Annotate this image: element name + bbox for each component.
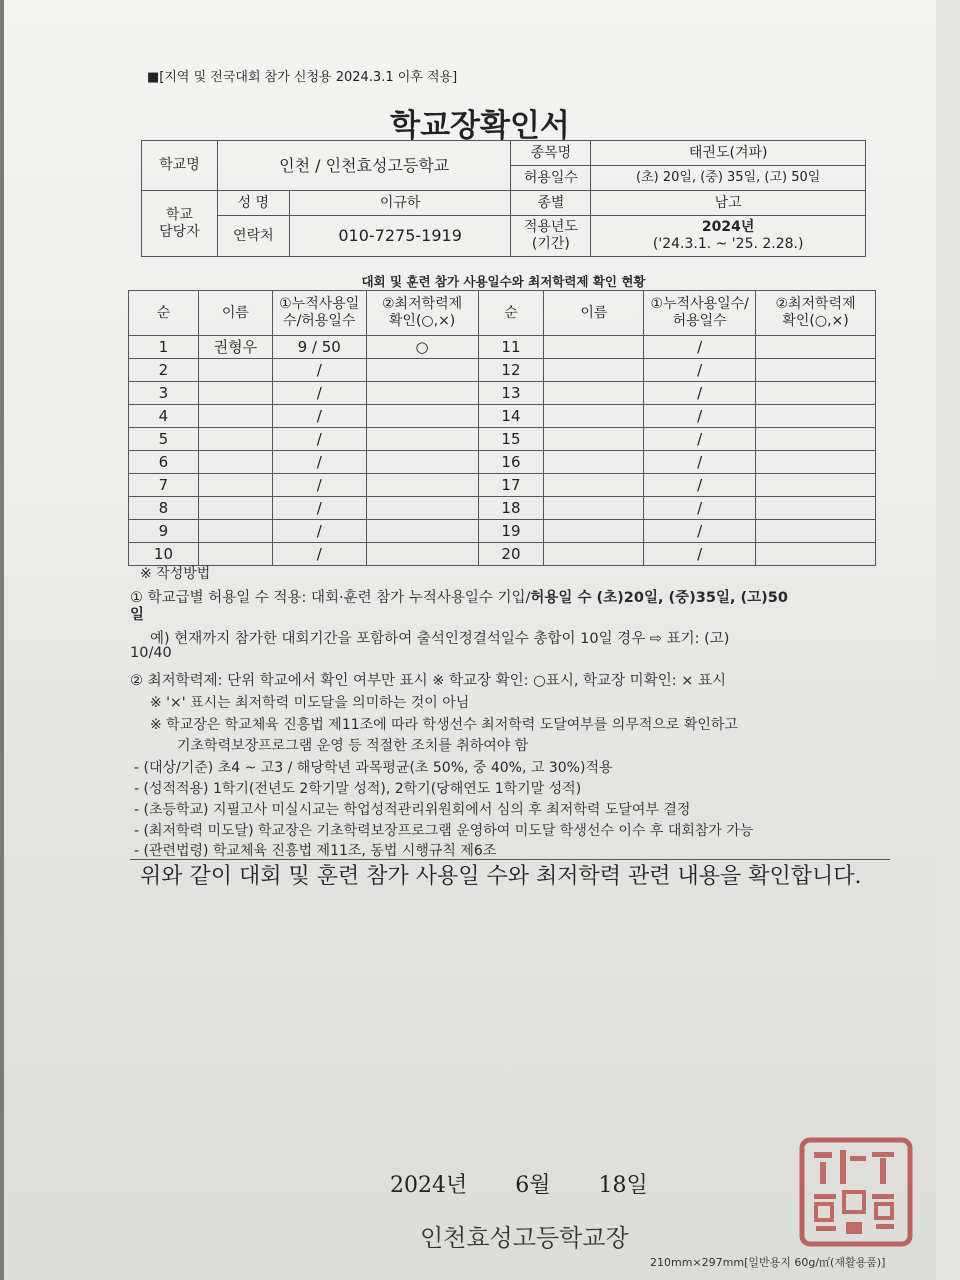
row-used-days-right: / xyxy=(644,451,756,474)
row-no-right: 19 xyxy=(478,520,544,543)
name-label: 성 명 xyxy=(217,191,289,216)
row-name-right xyxy=(544,405,644,428)
row-used-days-right: / xyxy=(644,520,756,543)
row-academic-check xyxy=(366,474,478,497)
header-days: ①누적사용일 수/허용일수 xyxy=(272,291,366,336)
row-used-days: / xyxy=(272,359,366,382)
allowed-days-value: (초) 20일, (중) 35일, (고) 50일 xyxy=(591,166,866,191)
header-no-right: 순 xyxy=(478,291,544,336)
table-header-row xyxy=(129,291,876,336)
row-academic-check-right xyxy=(756,428,876,451)
paper-spec-footer: 210mm×297mm[일반용지 60g/㎡(재활용품)] xyxy=(650,1256,886,1269)
notes-heading: ※ 작성방법 xyxy=(140,566,211,582)
row-used-days-right: / xyxy=(644,543,756,566)
confirmation-statement: 위와 같이 대회 및 훈련 참가 사용일 수와 최저학력 관련 내용을 확인합니다. xyxy=(140,864,862,889)
row-name xyxy=(198,428,272,451)
header-no: 순 xyxy=(129,291,199,336)
table-row xyxy=(129,497,876,520)
row-academic-check-right xyxy=(756,359,876,382)
header-name: 이름 xyxy=(198,291,272,336)
row-academic-check xyxy=(366,451,478,474)
header-academic-right: ②최저학력제 확인(○,×) xyxy=(756,291,876,336)
row-academic-check-right xyxy=(756,497,876,520)
year-label: 적용년도 (기간) xyxy=(511,216,591,257)
row-no: 4 xyxy=(129,405,199,428)
row-no: 10 xyxy=(129,543,199,566)
row-academic-check xyxy=(366,405,478,428)
row-name xyxy=(198,451,272,474)
row-no: 1 xyxy=(129,336,199,359)
table-title: 대회 및 훈련 참가 사용일수와 최저학력제 확인 현황 xyxy=(361,274,646,289)
table-row xyxy=(129,336,876,359)
sport-label: 종목명 xyxy=(511,141,591,166)
row-no: 9 xyxy=(129,520,199,543)
row-name-right xyxy=(544,359,644,382)
row-academic-check-right xyxy=(756,336,876,359)
row-no-right: 14 xyxy=(478,405,544,428)
row-used-days-right: / xyxy=(644,405,756,428)
note-detail-4: - (최저학력 미도달) 학교장은 기초학력보장프로그램 운영하여 미도달 학생선수 이수 후 대회참가 가능 xyxy=(134,823,754,839)
note-2-sub-2: ※ 학교장은 학교체육 진흥법 제11조에 따라 학생선수 최저학력 도달여부를 의무적으로 확인하고 xyxy=(150,717,738,733)
note-2-sub-2-cont: 기초학력보장프로그램 운영 등 적절한 조치를 취하여야 함 xyxy=(177,738,529,754)
row-no-right: 16 xyxy=(478,451,544,474)
table-row xyxy=(129,474,876,497)
row-no-right: 15 xyxy=(478,428,544,451)
row-academic-check-right xyxy=(756,382,876,405)
row-name xyxy=(198,520,272,543)
document-title: 학교장확인서 xyxy=(390,108,570,144)
row-academic-check xyxy=(366,382,478,405)
table-row xyxy=(129,382,876,405)
info-table xyxy=(141,140,866,257)
row-used-days: 9 / 50 xyxy=(272,336,366,359)
issue-date: 2024년 6월 18일 xyxy=(390,1173,648,1198)
row-used-days-right: / xyxy=(644,382,756,405)
row-name-right xyxy=(544,451,644,474)
row-used-days-right: / xyxy=(644,359,756,382)
row-name: 권형우 xyxy=(198,336,272,359)
note-2: ② 최저학력제: 단위 학교에서 확인 여부만 표시 ※ 학교장 확인: ○표시, 학교장 미확인: × 표시 xyxy=(130,673,726,689)
category-value: 남고 xyxy=(591,191,866,216)
contact-label: 연락처 xyxy=(217,216,289,257)
name-value: 이규하 xyxy=(289,191,511,216)
row-name xyxy=(198,405,272,428)
row-name-right xyxy=(544,336,644,359)
row-name-right xyxy=(544,497,644,520)
header-note: ■[지역 및 전국대회 참가 신청용 2024.3.1 이후 적용] xyxy=(147,70,458,85)
row-no: 5 xyxy=(129,428,199,451)
row-name xyxy=(198,474,272,497)
row-used-days-right: / xyxy=(644,474,756,497)
row-used-days: / xyxy=(272,543,366,566)
note-2-sub-1: ※ '×' 표시는 최저학력 미도달을 의미하는 것이 아님 xyxy=(150,695,470,711)
table-row xyxy=(129,359,876,382)
note-1-example: 예) 현재까지 참가한 대회기간을 포함하여 출석인정결석일수 총합이 10일 경우 ⇨ 표기: (고) xyxy=(150,631,730,647)
header-name-right: 이름 xyxy=(544,291,644,336)
table-row xyxy=(129,405,876,428)
header-academic: ②최저학력제 확인(○,×) xyxy=(366,291,478,336)
participation-table xyxy=(128,290,876,566)
row-no: 3 xyxy=(129,382,199,405)
row-used-days: / xyxy=(272,428,366,451)
category-label: 종별 xyxy=(511,191,591,216)
official-seal xyxy=(796,1132,916,1252)
row-academic-check-right xyxy=(756,451,876,474)
manager-label: 학교 담당자 xyxy=(142,191,218,257)
row-name-right xyxy=(544,520,644,543)
row-no-right: 17 xyxy=(478,474,544,497)
row-academic-check xyxy=(366,428,478,451)
note-detail-3: - (초등학교) 지필고사 미실시교는 학업성적관리위원회에서 심의 후 최저학력 도달여부 결정 xyxy=(134,802,691,818)
row-no-right: 18 xyxy=(478,497,544,520)
row-used-days: / xyxy=(272,497,366,520)
row-no: 6 xyxy=(129,451,199,474)
row-name-right xyxy=(544,474,644,497)
row-no: 8 xyxy=(129,497,199,520)
school-label: 학교명 xyxy=(142,141,218,191)
header-days-right: ①누적사용일수/ 허용일수 xyxy=(644,291,756,336)
row-used-days: / xyxy=(272,451,366,474)
row-academic-check xyxy=(366,520,478,543)
row-academic-check-right xyxy=(756,543,876,566)
row-academic-check-right xyxy=(756,520,876,543)
principal-name: 인천효성고등학교장 xyxy=(420,1224,629,1252)
contact-value: 010-7275-1919 xyxy=(289,216,511,257)
row-used-days-right: / xyxy=(644,336,756,359)
row-used-days-right: / xyxy=(644,497,756,520)
note-detail-1: - (대상/기준) 초4 ~ 고3 / 해당학년 과목평균(초 50%, 중 40%, 고 30%)적용 xyxy=(134,760,613,776)
row-no-right: 20 xyxy=(478,543,544,566)
note-1: ① 학교급별 허용일 수 적용: 대회·훈련 참가 누적사용일수 기입/허용일 수 (초)20일, (중)35일, (고)50 xyxy=(130,590,788,606)
table-row xyxy=(129,428,876,451)
table-row xyxy=(129,543,876,566)
row-no: 7 xyxy=(129,474,199,497)
table-row xyxy=(129,451,876,474)
row-academic-check: ○ xyxy=(366,336,478,359)
row-academic-check-right xyxy=(756,405,876,428)
row-used-days: / xyxy=(272,405,366,428)
row-used-days: / xyxy=(272,474,366,497)
row-no-right: 13 xyxy=(478,382,544,405)
row-academic-check xyxy=(366,359,478,382)
row-no-right: 12 xyxy=(478,359,544,382)
sport-value: 태권도(겨파) xyxy=(591,141,866,166)
row-name-right xyxy=(544,543,644,566)
row-used-days: / xyxy=(272,382,366,405)
row-academic-check-right xyxy=(756,474,876,497)
row-no: 2 xyxy=(129,359,199,382)
table-row xyxy=(129,520,876,543)
row-name xyxy=(198,497,272,520)
year-value: 2024년 ('24.3.1. ~ '25. 2.28.) xyxy=(591,216,866,257)
row-academic-check xyxy=(366,543,478,566)
row-name xyxy=(198,359,272,382)
school-value: 인천 / 인천효성고등학교 xyxy=(217,141,511,191)
row-used-days: / xyxy=(272,520,366,543)
row-name xyxy=(198,382,272,405)
note-1-example-value: 10/40 xyxy=(130,645,172,661)
row-no-right: 11 xyxy=(478,336,544,359)
note-detail-5: - (관련법령) 학교체육 진흥법 제11조, 동법 시행규칙 제6조 xyxy=(134,843,497,859)
row-name-right xyxy=(544,428,644,451)
row-academic-check xyxy=(366,497,478,520)
row-used-days-right: / xyxy=(644,428,756,451)
note-1-cont: 일 xyxy=(130,607,145,623)
note-detail-2: - (성적적용) 1학기(전년도 2학기말 성적), 2학기(당해연도 1학기말 성적) xyxy=(134,781,582,797)
allowed-days-label: 허용일수 xyxy=(511,166,591,191)
row-name-right xyxy=(544,382,644,405)
